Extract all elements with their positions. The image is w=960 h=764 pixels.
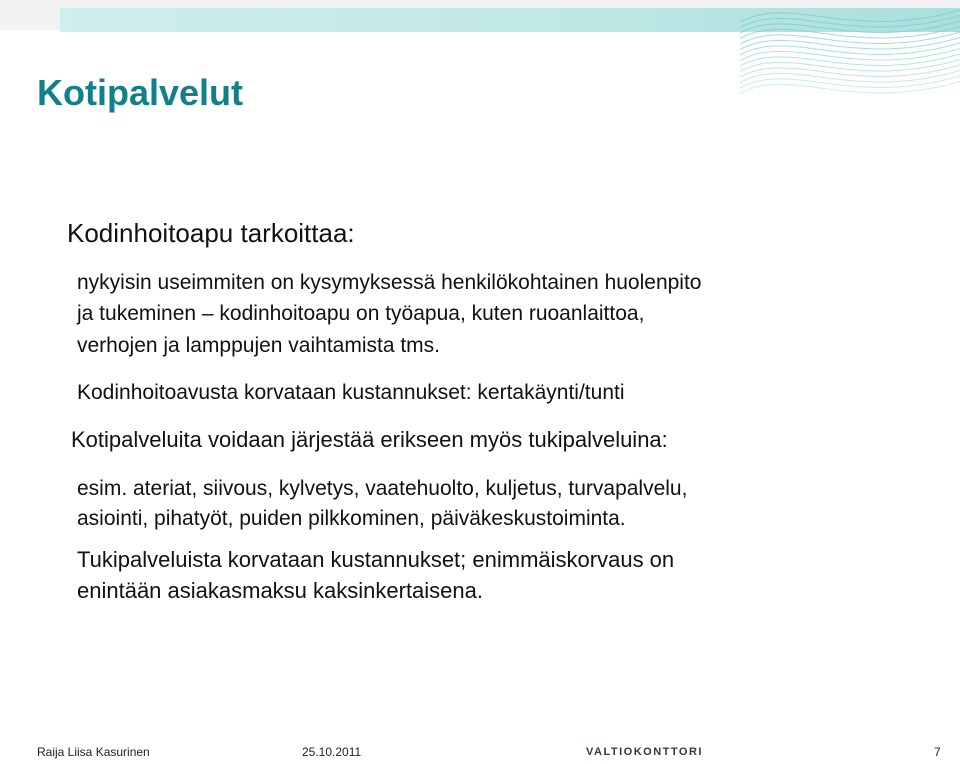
body-line-8: Tukipalveluista korvataan kustannukset; enimmäiskorvaus on — [77, 547, 675, 572]
body-line-9: enintään asiakasmaksu kaksinkertaisena. — [77, 578, 484, 603]
footer-author: Raija Liisa Kasurinen — [37, 745, 150, 759]
valtiokonttori-logo: VALTIOKONTTORI — [586, 746, 703, 758]
wave-lines-icon — [740, 0, 960, 100]
body-line-4: Kodinhoitoavusta korvataan kustannukset: kertakäynti/tunti — [77, 381, 625, 404]
section-heading: Kodinhoitoapu tarkoittaa: — [67, 218, 355, 248]
page-number: 7 — [934, 745, 941, 759]
wave-line — [740, 10, 960, 22]
body-line-6: esim. ateriat, siivous, kylvetys, vaatehuolto, kuljetus, turvapalvelu, — [77, 477, 688, 500]
body-line-7: asiointi, pihatyöt, puiden pilkkominen, päiväkeskustoiminta. — [77, 507, 626, 530]
footer-date: 25.10.2011 — [302, 745, 362, 759]
body-line-3: verhojen ja lamppujen vaihtamista tms. — [77, 334, 441, 357]
slide-title: Kotipalvelut — [37, 72, 244, 113]
body-line-2: ja tukeminen – kodinhoitoapu on työapua, kuten ruoanlaittoa, — [77, 302, 645, 325]
body-line-5: Kotipalveluita voidaan järjestää erikseen myös tukipalveluina: — [71, 427, 668, 452]
body-line-1: nykyisin useimmiten on kysymyksessä henkilökohtainen huolenpito — [77, 271, 702, 294]
